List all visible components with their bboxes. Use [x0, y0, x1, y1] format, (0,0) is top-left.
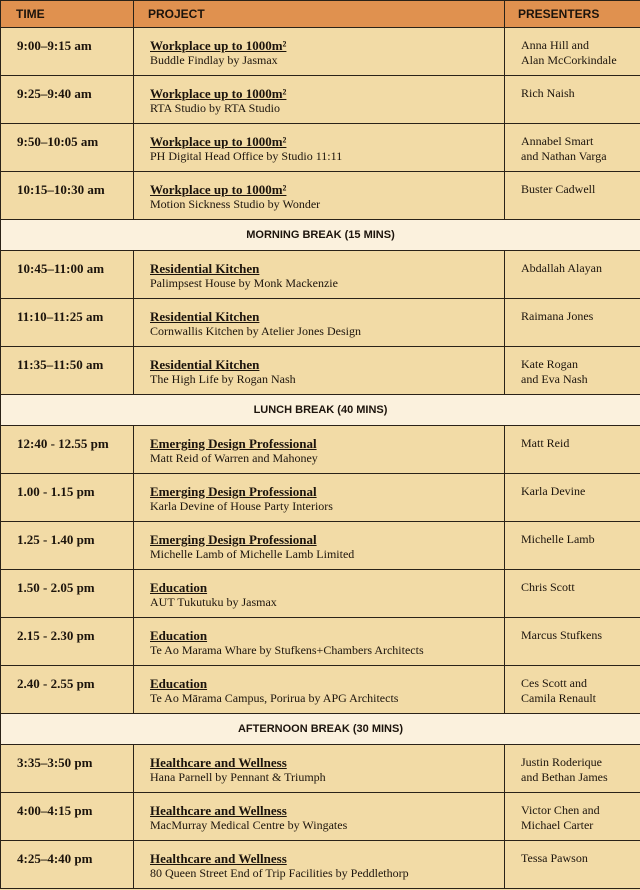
presenters-cell — [505, 299, 640, 347]
project-entry: Te Ao Mārama Campus, Porirua by APG Architects — [150, 691, 399, 705]
session-row — [1, 299, 640, 347]
project-cell — [134, 28, 505, 76]
break-row — [1, 395, 640, 426]
time-cell — [1, 76, 134, 124]
presenter-name: Tessa Pawson — [521, 851, 588, 865]
session-time: 2.15 - 2.30 pm — [17, 628, 95, 643]
category-label: Healthcare and Wellness — [150, 755, 287, 770]
presenter-name: Marcus Stufkens — [521, 628, 602, 642]
session-time: 11:35–11:50 am — [17, 357, 104, 372]
presenter-name: Rich Naish — [521, 86, 575, 100]
project-cell — [134, 124, 505, 172]
session-time: 11:10–11:25 am — [17, 309, 104, 324]
category-label: Residential Kitchen — [150, 309, 260, 324]
session-time: 1.50 - 2.05 pm — [17, 580, 95, 595]
session-time: 1.00 - 1.15 pm — [17, 484, 95, 499]
project-entry: 80 Queen Street End of Trip Facilities by Peddlethorp — [150, 866, 409, 880]
session-time: 4:00–4:15 pm — [17, 803, 93, 818]
presenters-cell — [505, 426, 640, 474]
presenter-name: Anna Hill and — [521, 38, 589, 52]
session-row — [1, 522, 640, 570]
session-time: 10:45–11:00 am — [17, 261, 105, 276]
session-row — [1, 793, 640, 841]
presenter-name: Abdallah Alayan — [521, 261, 602, 275]
time-cell — [1, 347, 134, 395]
presenter-name: Matt Reid — [521, 436, 570, 450]
session-time: 9:25–9:40 am — [17, 86, 92, 101]
project-entry: Te Ao Marama Whare by Stufkens+Chambers Architects — [150, 643, 424, 657]
session-row — [1, 347, 640, 395]
time-cell — [1, 28, 134, 76]
project-entry: RTA Studio by RTA Studio — [150, 101, 280, 115]
project-cell — [134, 347, 505, 395]
presenter-name: Annabel Smart — [521, 134, 594, 148]
time-cell — [1, 745, 134, 793]
session-time: 9:00–9:15 am — [17, 38, 92, 53]
break-label: MORNING BREAK (15 MINS) — [1, 220, 640, 251]
schedule-body — [1, 28, 640, 889]
break-label: LUNCH BREAK (40 MINS) — [1, 395, 640, 426]
category-label: Workplace up to 1000m² — [150, 182, 287, 197]
presenter-name: Justin Roderique — [521, 755, 602, 769]
presenters-cell — [505, 522, 640, 570]
presenters-cell — [505, 570, 640, 618]
project-cell — [134, 522, 505, 570]
presenter-name: Ces Scott and — [521, 676, 587, 690]
time-cell — [1, 841, 134, 889]
presenter-name: Victor Chen and — [521, 803, 600, 817]
category-label: Emerging Design Professional — [150, 436, 317, 451]
project-cell — [134, 76, 505, 124]
project-cell — [134, 426, 505, 474]
session-row — [1, 76, 640, 124]
session-row — [1, 745, 640, 793]
presenters-cell — [505, 124, 640, 172]
session-row — [1, 251, 640, 299]
presenter-name: and Eva Nash — [521, 372, 588, 386]
category-label: Workplace up to 1000m² — [150, 134, 287, 149]
session-time: 12:40 - 12.55 pm — [17, 436, 109, 451]
time-cell — [1, 570, 134, 618]
presenter-name: Kate Rogan — [521, 357, 578, 371]
presenter-name: Karla Devine — [521, 484, 586, 498]
time-cell — [1, 172, 134, 220]
presenter-name: Camila Renault — [521, 691, 596, 705]
category-label: Residential Kitchen — [150, 261, 260, 276]
session-row — [1, 474, 640, 522]
time-cell — [1, 251, 134, 299]
session-row — [1, 570, 640, 618]
project-column-header: PROJECT — [134, 1, 505, 28]
session-time: 1.25 - 1.40 pm — [17, 532, 95, 547]
session-time: 3:35–3:50 pm — [17, 755, 93, 770]
presenters-cell — [505, 28, 640, 76]
time-cell — [1, 299, 134, 347]
project-entry: Cornwallis Kitchen by Atelier Jones Design — [150, 324, 361, 338]
presenters-cell — [505, 618, 640, 666]
presenter-name: Buster Cadwell — [521, 182, 596, 196]
presenters-cell — [505, 251, 640, 299]
session-row — [1, 124, 640, 172]
time-cell — [1, 124, 134, 172]
category-label: Healthcare and Wellness — [150, 803, 287, 818]
category-label: Emerging Design Professional — [150, 484, 317, 499]
session-row — [1, 666, 640, 714]
presenters-column-header: PRESENTERS — [505, 1, 640, 28]
time-cell — [1, 618, 134, 666]
presenters-cell — [505, 745, 640, 793]
project-cell — [134, 570, 505, 618]
category-label: Workplace up to 1000m² — [150, 86, 287, 101]
session-row — [1, 841, 640, 889]
header-row — [1, 1, 640, 28]
project-entry: Palimpsest House by Monk Mackenzie — [150, 276, 338, 290]
category-label: Education — [150, 580, 208, 595]
break-row — [1, 714, 640, 745]
presenter-name: Michelle Lamb — [521, 532, 595, 546]
project-entry: Buddle Findlay by Jasmax — [150, 53, 278, 67]
presenter-name: Alan McCorkindale — [521, 53, 617, 67]
time-cell — [1, 666, 134, 714]
presenters-cell — [505, 793, 640, 841]
project-entry: Michelle Lamb of Michelle Lamb Limited — [150, 547, 355, 561]
time-cell — [1, 474, 134, 522]
break-label: AFTERNOON BREAK (30 MINS) — [1, 714, 640, 745]
session-row — [1, 172, 640, 220]
presenters-cell — [505, 172, 640, 220]
time-cell — [1, 426, 134, 474]
session-row — [1, 618, 640, 666]
session-time: 2.40 - 2.55 pm — [17, 676, 95, 691]
presenters-cell — [505, 666, 640, 714]
time-cell — [1, 522, 134, 570]
presenter-name: and Bethan James — [521, 770, 608, 784]
session-time: 4:25–4:40 pm — [17, 851, 93, 866]
category-label: Education — [150, 676, 208, 691]
project-entry: Motion Sickness Studio by Wonder — [150, 197, 321, 211]
project-cell — [134, 172, 505, 220]
category-label: Residential Kitchen — [150, 357, 260, 372]
break-row — [1, 220, 640, 251]
project-entry: Matt Reid of Warren and Mahoney — [150, 451, 318, 465]
project-entry: Karla Devine of House Party Interiors — [150, 499, 333, 513]
category-label: Emerging Design Professional — [150, 532, 317, 547]
session-row — [1, 28, 640, 76]
presenter-name: Michael Carter — [521, 818, 594, 832]
presenter-name: Chris Scott — [521, 580, 575, 594]
project-cell — [134, 841, 505, 889]
presenters-cell — [505, 76, 640, 124]
time-cell — [1, 793, 134, 841]
project-cell — [134, 745, 505, 793]
presenters-cell — [505, 474, 640, 522]
category-label: Healthcare and Wellness — [150, 851, 287, 866]
project-cell — [134, 474, 505, 522]
project-cell — [134, 793, 505, 841]
presenter-name: and Nathan Varga — [521, 149, 607, 163]
project-entry: The High Life by Rogan Nash — [150, 372, 296, 386]
session-time: 9:50–10:05 am — [17, 134, 99, 149]
project-cell — [134, 618, 505, 666]
project-entry: PH Digital Head Office by Studio 11:11 — [150, 149, 343, 163]
project-cell — [134, 299, 505, 347]
project-cell — [134, 666, 505, 714]
category-label: Workplace up to 1000m² — [150, 38, 287, 53]
time-column-header: TIME — [1, 1, 134, 28]
presenters-cell — [505, 841, 640, 889]
session-time: 10:15–10:30 am — [17, 182, 105, 197]
project-entry: Hana Parnell by Pennant & Triumph — [150, 770, 326, 784]
project-entry: MacMurray Medical Centre by Wingates — [150, 818, 348, 832]
project-cell — [134, 251, 505, 299]
session-row — [1, 426, 640, 474]
presenter-name: Raimana Jones — [521, 309, 594, 323]
category-label: Education — [150, 628, 208, 643]
presenters-cell — [505, 347, 640, 395]
project-entry: AUT Tukutuku by Jasmax — [150, 595, 277, 609]
